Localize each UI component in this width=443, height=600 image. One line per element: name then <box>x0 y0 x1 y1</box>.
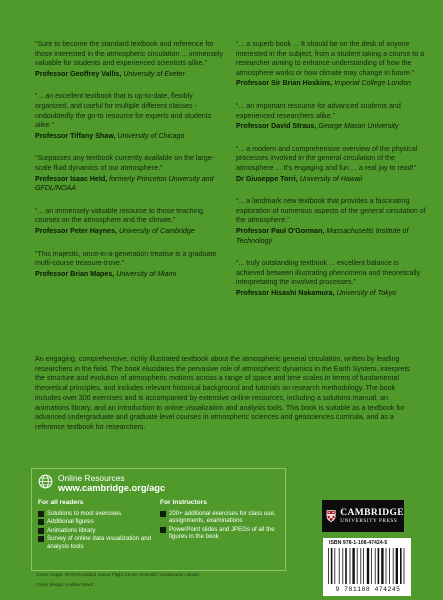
author-affiliation: University of Miami <box>116 269 177 278</box>
endorsement <box>35 92 227 141</box>
author-affiliation: George Mason University <box>318 122 399 131</box>
online-resources-title: Online Resources <box>58 473 125 483</box>
endorsement-column-left <box>35 40 227 292</box>
publisher-logo <box>322 500 404 532</box>
author-name: Professor Isaac Held <box>35 174 106 183</box>
endorsement-author: Professor Peter Haynes, University of Cambridge <box>35 226 195 235</box>
author-name: Professor Geoffrey Vallis <box>35 69 120 78</box>
endorsement-quote: “... an important resource for advanced students and experienced researchers alike.” <box>236 101 401 120</box>
author-affiliation: University of Chicago <box>117 131 185 140</box>
author-affiliation: Massachusetts Institute of Technology <box>236 226 409 245</box>
readers-resources <box>38 499 156 551</box>
list-item <box>38 527 156 534</box>
barcode-bars-icon <box>327 548 407 584</box>
endorsement-quote: “... an excellent textbook that is up-to-date, flexibly organized, and useful for multiple different classes - undoubtedly the go-to resource for experts and students alike.” <box>35 92 212 130</box>
list-item <box>38 535 156 550</box>
online-resources-header <box>32 469 285 494</box>
author-name: Professor David Straus <box>236 122 315 131</box>
endorsement <box>236 259 428 298</box>
endorsement-author: Professor Geoffrey Vallis, University of Exeter <box>35 69 185 78</box>
author-affiliation: Imperial College London <box>334 79 412 88</box>
author-name: Professor Hisashi Nakamura <box>236 288 333 297</box>
endorsement-quote: “Surpasses any textbook currently available on the large-scale fluid dynamics of our atmosphere.” <box>35 154 215 172</box>
endorsement <box>35 40 227 79</box>
endorsement-quote: “... a landmark new textbook that provides a fascinating exploration of numerous aspects of the general circulation of the atmosphere.” <box>236 197 426 225</box>
ean-number: 9 781108 474245 <box>335 586 401 593</box>
endorsement-quote: “Sure to become the standard textbook and reference for those interested in the atmospheric circulation ... immensely valuable for students and experienced scientists alike.” <box>35 40 224 68</box>
list-item <box>160 510 278 525</box>
endorsement-author: Professor David Straus, George Mason University <box>236 122 399 131</box>
online-resources-titles <box>58 473 165 494</box>
author-name: Professor Brian Mapes <box>35 269 113 278</box>
list-item <box>160 526 278 541</box>
isbn-number: ISBN 978-1-108-47424-5 <box>329 540 388 546</box>
instructors-heading: For instructors <box>160 499 207 506</box>
list-item-label: 200+ additional exercises for class use, assignments, examinations <box>169 510 276 525</box>
instructors-resources <box>160 499 278 542</box>
list-item-label: Survey of online data visualization and analysis tools <box>47 535 151 550</box>
endorsement <box>236 40 428 89</box>
endorsement-author: Professor Paul O'Gorman, Massachusetts Institute of Technology <box>236 226 409 245</box>
list-item <box>38 510 156 517</box>
endorsement-quote: “... truly outstanding textbook ... excellent balance is achieved between illustrating phenomena and theoretically interpretating the involved processes.” <box>236 259 421 287</box>
author-affiliation: University of Cambridge <box>119 226 195 235</box>
author-name: Professor Peter Haynes <box>35 226 116 235</box>
square-bullet-icon <box>160 527 166 533</box>
readers-heading: For all readers <box>38 499 84 506</box>
list-item-label: PowerPoint slides and JPEGs of all the figures in the book <box>169 525 275 541</box>
endorsement-author: Professor Hisashi Nakamura, University of Tokyo <box>236 288 397 297</box>
endorsement <box>236 145 428 184</box>
list-item-label: Solutions to most exercises <box>47 510 122 517</box>
cover-credits <box>36 572 336 592</box>
endorsement-author: Professor Tiffany Shaw, University of Chicago <box>35 131 185 140</box>
endorsement-quote: “... a modern and comprehensive overview of the physical processes involved in the general circulation of the atmosphere ... It's engaging and fun ... a real joy to read!” <box>236 144 418 172</box>
square-bullet-icon <box>38 519 44 525</box>
book-description: An engaging, comprehensive, richly illustrated textbook about the atmospheric general circulation, written by leading researchers in the field. The book elucidates the pervasive role of atmospheric dynamics in the Earth System, interprets the structure and evolution of atmospheric motions across a range of space and time scales in terms of fundamental theoretical principles, and includes relevant historical background and tutorials on research methodology. The book includes over 300 exercises and is accompanied by extensive online resources, including a solutions manual, an animations library, and an introduction to online visualization and analysis tools. This book is suitable as a textbook for advanced undergraduate and graduate level courses in atmospheric sciences and geosciences curricula, and as a reference textbook for researchers. <box>35 355 410 431</box>
author-name: Professor Sir Brian Hoskins <box>236 79 331 88</box>
endorsement-author: Professor Sir Brian Hoskins, Imperial College London <box>236 79 412 88</box>
author-affiliation: University of Hawaii <box>299 174 363 183</box>
endorsement <box>35 250 227 280</box>
list-item <box>38 518 156 525</box>
endorsement <box>35 154 227 193</box>
author-name: Professor Paul O'Gorman <box>236 226 323 235</box>
cambridge-shield-icon <box>326 506 336 526</box>
endorsement-quote: “This majestic, once-in-a-generation treatise is a graduate multi-course treasure-trove.” <box>35 249 217 268</box>
list-item-label: Additional figures <box>47 518 94 526</box>
endorsement <box>236 197 428 246</box>
author-affiliation: formerly Princeton University and GFDL/NOAA <box>35 174 214 193</box>
endorsement-quote: “... an immensely valuable resource to those teaching courses on the atmosphere and the climate.” <box>35 206 203 225</box>
online-resources-panel <box>31 468 286 571</box>
isbn-barcode <box>323 538 411 596</box>
publisher-name <box>340 508 404 525</box>
endorsement-column-right <box>236 40 428 311</box>
endorsement <box>35 207 227 237</box>
cover-design-credit: Cover design: Andrew Ward <box>36 582 94 587</box>
endorsement <box>236 102 428 132</box>
square-bullet-icon <box>38 511 44 517</box>
author-name: Dr Giuseppe Torri <box>236 174 296 183</box>
author-affiliation: University of Exeter <box>123 69 185 78</box>
square-bullet-icon <box>38 536 44 542</box>
square-bullet-icon <box>38 528 44 534</box>
list-item-label: Animations library <box>47 526 96 534</box>
author-affiliation: University of Tokyo <box>336 288 397 297</box>
endorsement-quote: “... a superb book ... It should be on the desk of anyone interested in the subject, from a student taking a course to a researcher aiming to enhance understanding of how the atmosphere works or how climate may change in future.” <box>236 40 425 77</box>
square-bullet-icon <box>160 511 166 517</box>
endorsement-author: Professor Brian Mapes, University of Miami <box>35 269 177 278</box>
publisher-name-line2: UNIVERSITY PRESS <box>340 517 398 524</box>
author-name: Professor Tiffany Shaw <box>35 131 114 140</box>
cover-image-credit: Cover image: NASA/Goddard Space Flight Center Scientific Visualization Studio <box>36 572 200 577</box>
endorsement-author: Dr Giuseppe Torri, University of Hawaii <box>236 174 363 183</box>
endorsement-author: Professor Isaac Held, formerly Princeton University and GFDL/NOAA <box>35 174 214 193</box>
globe-icon <box>38 474 53 489</box>
publisher-name-line1: CAMBRIDGE <box>340 507 404 518</box>
online-resources-url[interactable]: www.cambridge.org/agc <box>58 483 166 493</box>
